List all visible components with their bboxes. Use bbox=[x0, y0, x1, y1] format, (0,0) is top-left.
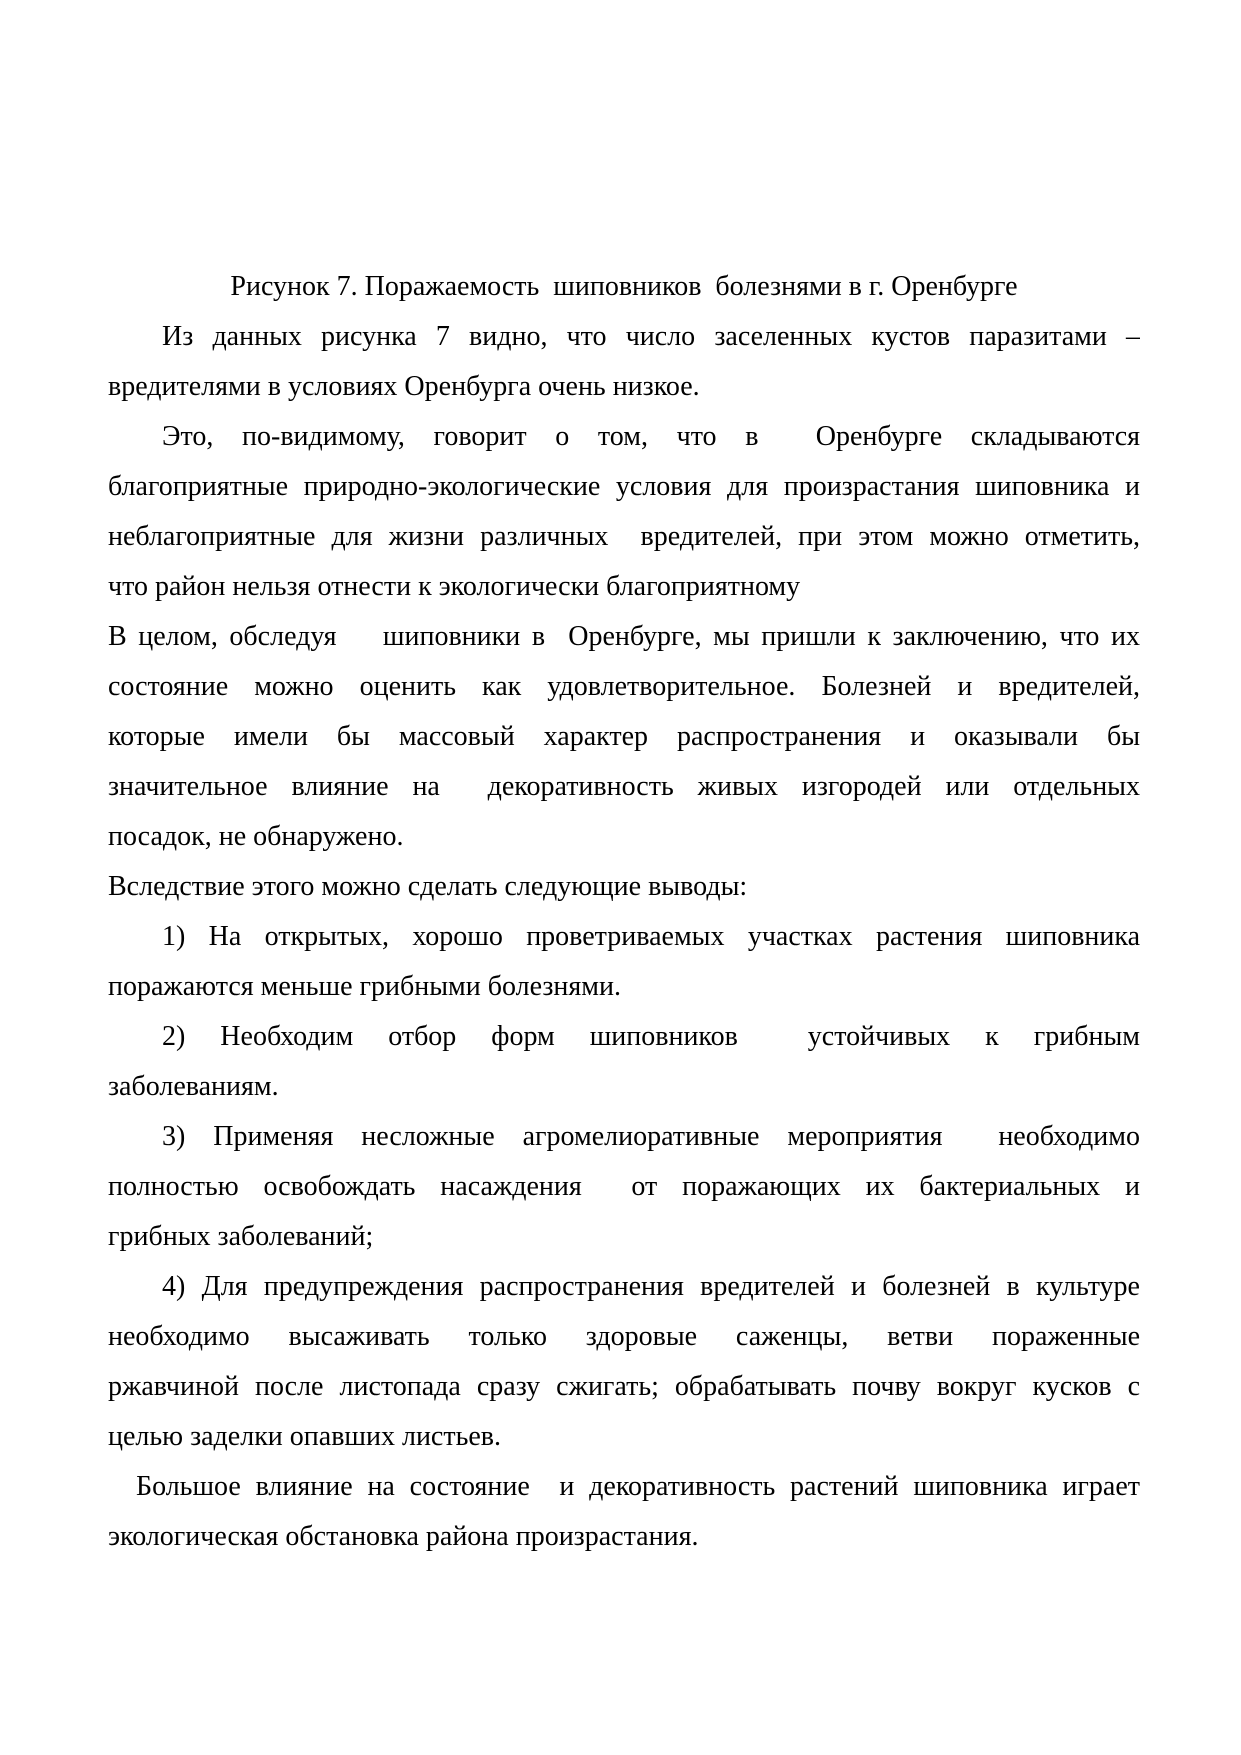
text-content bbox=[108, 262, 1140, 1562]
text-line: В целом, обследуя шиповники в Оренбурге, мы пришли к заключению, что их bbox=[108, 621, 1140, 652]
list-item-2 bbox=[108, 1012, 1140, 1112]
paragraph-intro bbox=[108, 312, 1140, 412]
text-line: поражаются меньше грибными болезнями. bbox=[108, 971, 621, 1002]
text-line: ржавчиной после листопада сразу сжигать; обрабатывать почву вокруг кусков с bbox=[108, 1371, 1140, 1402]
list-item-4 bbox=[108, 1262, 1140, 1462]
text-line: полностью освобождать насаждения от поражающих их бактериальных и bbox=[108, 1171, 1140, 1202]
paragraph-conditions bbox=[108, 412, 1140, 612]
text-line: что район нельзя отнести к экологически благоприятному bbox=[108, 571, 801, 602]
text-line: необходимо высаживать только здоровые саженцы, ветви пораженные bbox=[108, 1321, 1140, 1352]
text-line: Большое влияние на состояние и декоративность растений шиповника играет bbox=[136, 1471, 1140, 1502]
text-line: грибных заболеваний; bbox=[108, 1221, 374, 1252]
text-line: Это, по-видимому, говорит о том, что в Оренбурге складываются bbox=[162, 421, 1140, 452]
text-line: 3) Применяя несложные агромелиоративные мероприятия необходимо bbox=[162, 1121, 1140, 1152]
text-line: 2) Необходим отбор форм шиповников устойчивых к грибным bbox=[162, 1021, 1140, 1052]
text-line: экологическая обстановка района произрастания. bbox=[108, 1521, 699, 1552]
text-line: Вследствие этого можно сделать следующие выводы: bbox=[108, 871, 748, 902]
list-item-1 bbox=[108, 912, 1140, 1012]
text-line: Из данных рисунка 7 видно, что число заселенных кустов паразитами – bbox=[162, 321, 1140, 352]
paragraph-overall-state bbox=[108, 612, 1140, 862]
text-line: целью заделки опавших листьев. bbox=[108, 1421, 502, 1452]
list-item-3 bbox=[108, 1112, 1140, 1262]
paragraph-ecology bbox=[108, 1462, 1140, 1562]
text-line: 1) На открытых, хорошо проветриваемых участках растения шиповника bbox=[162, 921, 1140, 952]
text-line: заболеваниям. bbox=[108, 1071, 279, 1102]
figure-caption bbox=[108, 262, 1140, 312]
text-line: вредителями в условиях Оренбурга очень низкое. bbox=[108, 371, 700, 402]
text-line: 4) Для предупреждения распространения вредителей и болезней в культуре bbox=[162, 1271, 1140, 1302]
text-line: значительное влияние на декоративность живых изгородей или отдельных bbox=[108, 771, 1140, 802]
text-line: благоприятные природно-экологические условия для произрастания шиповника и bbox=[108, 471, 1140, 502]
text-line: Рисунок 7. Поражаемость шиповников болезнями в г. Оренбурге bbox=[230, 271, 1018, 302]
paragraph-conclusions-lead bbox=[108, 862, 1140, 912]
text-line: состояние можно оценить как удовлетворительное. Болезней и вредителей, bbox=[108, 671, 1140, 702]
text-line: посадок, не обнаружено. bbox=[108, 821, 404, 852]
text-line: которые имели бы массовый характер распространения и оказывали бы bbox=[108, 721, 1140, 752]
text-line: неблагоприятные для жизни различных вредителей, при этом можно отметить, bbox=[108, 521, 1140, 552]
